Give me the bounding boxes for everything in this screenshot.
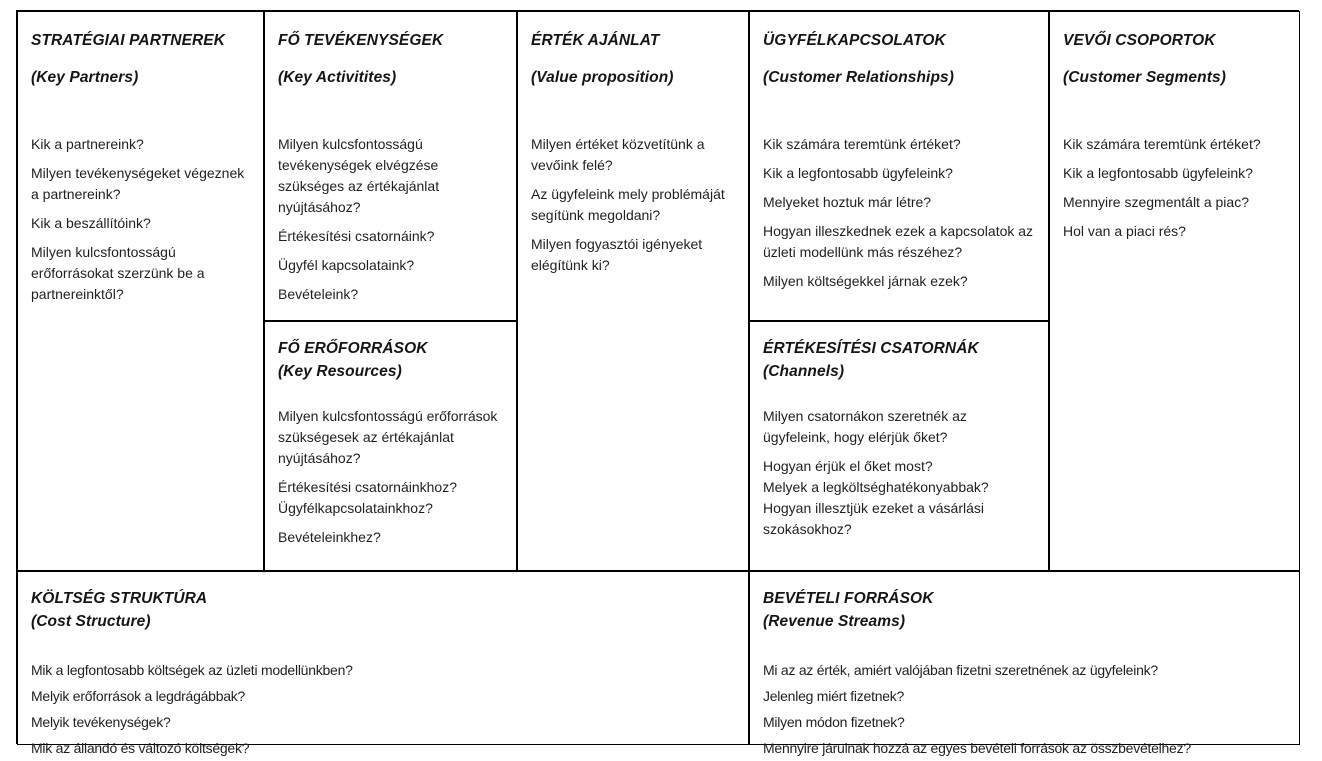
key-partners-title: STRATÉGIAI PARTNEREK (31, 32, 226, 49)
key-resources-title: FŐ ERŐFORRÁSOK (278, 340, 428, 357)
section-channels (749, 321, 1049, 571)
customer-relationships-questions (763, 134, 1036, 292)
value-proposition-questions (531, 134, 736, 276)
question: Mi az az érték, amiért valójában fizetni szeretnének az ügyfeleink? (763, 662, 1158, 678)
revenue-streams-title: BEVÉTELI FORRÁSOK (763, 590, 934, 607)
customer-segments-questions (1063, 134, 1287, 242)
key-partners-subtitle: (Key Partners) (31, 69, 139, 86)
question: Hogyan érjük el őket most? (763, 458, 933, 474)
cost-structure-questions (31, 657, 736, 761)
question: Az ügyfeleink mely problémáját segítünk megoldani? (531, 186, 725, 223)
question: Kik a legfontosabb ügyfeleink? (763, 165, 953, 181)
revenue-streams-questions (763, 657, 1287, 761)
customer-segments-subtitle: (Customer Segments) (1063, 69, 1226, 86)
key-resources-subtitle: (Key Resources) (278, 363, 402, 380)
question: Ügyfél kapcsolataink? (278, 257, 415, 273)
section-key-activities (264, 11, 517, 321)
question: Hogyan illesztjük ezeket a vásárlási szokásokhoz? (763, 500, 984, 537)
question: Melyeket hoztuk már létre? (763, 194, 932, 210)
revenue-streams-subtitle: (Revenue Streams) (763, 613, 906, 630)
key-resources-questions (278, 406, 504, 548)
question: Kik a beszállítóink? (31, 215, 151, 231)
question: Kik számára teremtünk értéket? (1063, 136, 1261, 152)
question: Mennyire járulnak hozzá az egyes bevételi források az összbevételhez? (763, 740, 1191, 756)
key-activities-questions (278, 134, 504, 305)
question: Milyen csatornákon szeretnék az ügyfeleink, hogy elérjük őket? (763, 408, 967, 445)
question: Milyen tevékenységeket végeznek a partnereink? (31, 165, 245, 202)
key-partners-questions (31, 134, 251, 305)
value-proposition-subtitle: (Value proposition) (531, 69, 674, 86)
customer-relationships-title: ÜGYFÉLKAPCSOLATOK (763, 32, 946, 49)
question: Milyen kulcsfontosságú tevékenységek elvégzése szükséges az értékajánlat nyújtásához? (278, 136, 440, 215)
question: Milyen fogyasztói igényeket elégítünk ki? (531, 236, 703, 273)
question: Milyen költségekkel járnak ezek? (763, 273, 968, 289)
section-key-partners (17, 11, 264, 571)
question: Mennyire szegmentált a piac? (1063, 194, 1249, 210)
question: Milyen módon fizetnek? (763, 714, 905, 730)
question: Bevételeinkhez? (278, 529, 381, 545)
question: Mik az állandó és változó költségek? (31, 740, 250, 756)
cost-structure-title: KÖLTSÉG STRUKTÚRA (31, 590, 208, 607)
question: Melyek a legköltséghatékonyabbak? (763, 479, 989, 495)
cost-structure-subtitle: (Cost Structure) (31, 613, 151, 630)
question: Milyen kulcsfontosságú erőforrások szükségesek az értékajánlat nyújtásához? (278, 408, 498, 466)
customer-relationships-subtitle: (Customer Relationships) (763, 69, 955, 86)
question: Értékesítési csatornáinkhoz? (278, 479, 457, 495)
section-key-resources (264, 321, 517, 571)
question: Ügyfélkapcsolatainkhoz? (278, 500, 433, 516)
section-revenue-streams (749, 571, 1300, 756)
key-activities-subtitle: (Key Activitites) (278, 69, 397, 86)
question: Kik a partnereink? (31, 136, 144, 152)
question: Hol van a piaci rés? (1063, 223, 1186, 239)
question: Bevételeink? (278, 286, 359, 302)
question: Melyik erőforrások a legdrágábbak? (31, 688, 246, 704)
section-value-proposition (517, 11, 749, 571)
customer-segments-title: VEVŐI CSOPORTOK (1063, 32, 1216, 49)
section-customer-relationships (749, 11, 1049, 321)
value-proposition-title: ÉRTÉK AJÁNLAT (531, 32, 660, 49)
question: Milyen kulcsfontosságú erőforrásokat szerzünk be a partnereinktől? (31, 244, 205, 302)
question: Hogyan illeszkednek ezek a kapcsolatok az üzleti modellünk más részéhez? (763, 223, 1034, 260)
question: Értékesítési csatornáink? (278, 228, 435, 244)
question: Milyen értéket közvetítünk a vevőink felé? (531, 136, 705, 173)
question: Jelenleg miért fizetnek? (763, 688, 905, 704)
channels-subtitle: (Channels) (763, 363, 845, 380)
key-activities-title: FŐ TEVÉKENYSÉGEK (278, 32, 444, 49)
question: Mik a legfontosabb költségek az üzleti modellünkben? (31, 662, 353, 678)
section-cost-structure (17, 571, 749, 756)
channels-questions (763, 406, 1036, 540)
question: Kik számára teremtünk értéket? (763, 136, 961, 152)
channels-title: ÉRTÉKESÍTÉSI CSATORNÁK (763, 340, 979, 357)
section-customer-segments (1049, 11, 1300, 571)
question: Kik a legfontosabb ügyfeleink? (1063, 165, 1253, 181)
business-model-canvas (16, 10, 1299, 756)
question: Melyik tevékenységek? (31, 714, 171, 730)
